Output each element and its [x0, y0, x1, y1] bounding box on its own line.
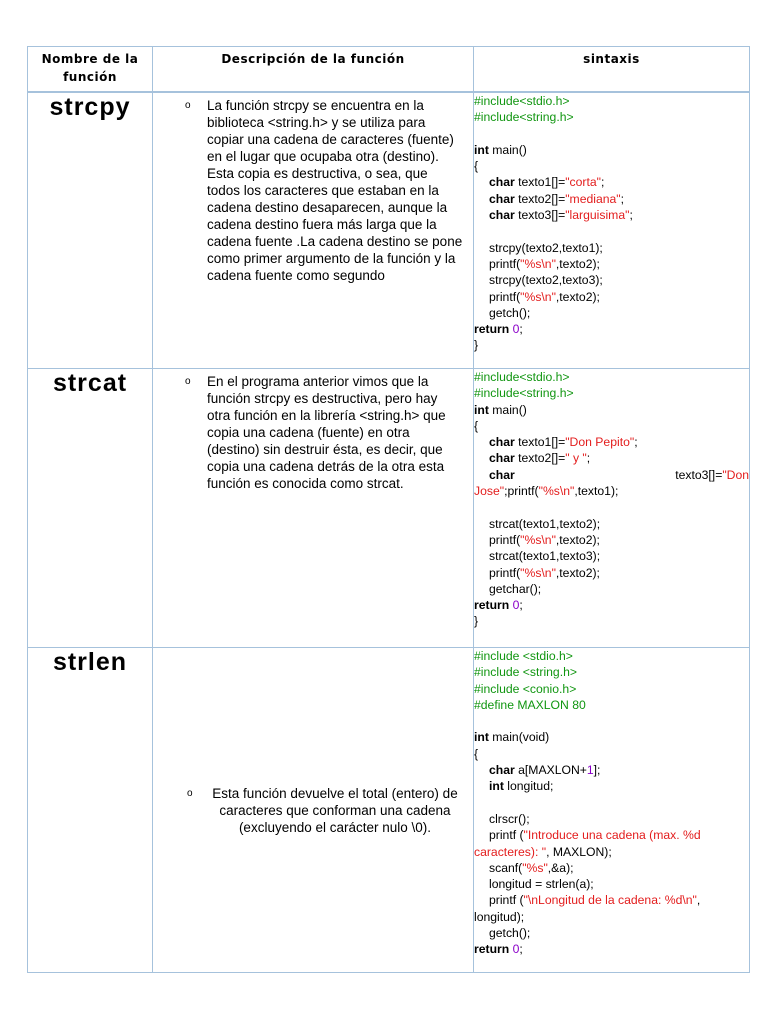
code-line: strcpy(texto2,texto3); [489, 273, 603, 288]
function-name-strcpy: strcpy [28, 92, 153, 369]
code-line: #define MAXLON 80 [474, 697, 586, 712]
code-line: strcat(texto1,texto3); [489, 549, 601, 564]
code-line: int main(void) [474, 730, 550, 745]
code-line: printf ("Introduce una cadena (max. %d caracteres): ", MAXLON); [474, 828, 701, 859]
code-line: { [474, 746, 479, 761]
code-line: char texto1[]="corta"; [489, 175, 605, 190]
header-function-name: Nombre de la función [28, 47, 153, 93]
code-line: int main() [474, 402, 527, 417]
functions-table [27, 46, 750, 973]
code-line: { [474, 418, 479, 433]
code-line: return 0; [474, 322, 523, 337]
code-line: getch(); [489, 926, 531, 941]
description-cell [153, 369, 474, 648]
code-line: scanf("%s",&a); [489, 860, 574, 875]
code-line: char texto3[]="Don [489, 467, 749, 482]
code-line: strcpy(texto2,texto1); [489, 240, 603, 255]
code-line: } [474, 338, 479, 353]
code-line: int longitud; [489, 779, 554, 794]
description-text: Esta función devuelve el total (entero) de caracteres que conforman una cadena (excluyendo el carácter nulo \0). [212, 785, 458, 835]
code-line: longitud = strlen(a); [489, 877, 594, 892]
code-line: printf("%s\n",texto2); [489, 565, 600, 580]
code-line: printf("%s\n",texto2); [489, 532, 600, 547]
code-line: #include <string.h> [474, 665, 577, 680]
code-line: return 0; [474, 598, 523, 613]
syntax-cell [474, 648, 750, 973]
code-line: return 0; [474, 942, 523, 957]
description-cell [153, 648, 474, 973]
bullet-circle-icon: o [185, 376, 191, 387]
table-row [28, 92, 750, 369]
code-line: printf("%s\n",texto2); [489, 256, 600, 271]
table-row [28, 369, 750, 648]
code-line: int main() [474, 142, 527, 157]
code-line: } [474, 614, 479, 629]
description-text: La función strcpy se encuentra en la biblioteca <string.h> y se utiliza para copiar una cadena de caracteres (fuente) en el lugar que ocupaba otra (destino). Esta copia es destructiva, o sea, que todos los caracteres que estaban en la cadena destino desaparecen, aunque la cadena destino fuera más larga que la cadena fuente .La cadena destino se pone como primer argumento de la función y la cadena fuente como segundo [207, 98, 463, 283]
code-line: strcat(texto1,texto2); [489, 516, 601, 531]
syntax-cell [474, 92, 750, 369]
code-line: Jose";printf("%s\n",texto1); [474, 484, 619, 499]
code-line: char texto1[]="Don Pepito"; [489, 435, 638, 450]
code-line: #include<string.h> [474, 110, 574, 125]
function-name-strcat: strcat [28, 369, 153, 648]
code-line: printf ("\nLongitud de la cadena: %d\n", longitud); [474, 893, 701, 924]
code-line: getchar(); [489, 581, 542, 596]
header-row [28, 47, 750, 93]
code-line: clrscr(); [489, 811, 530, 826]
code-line: #include<stdio.h> [474, 370, 570, 384]
code-line: char texto3[]="larguisima"; [489, 208, 633, 223]
header-syntax: sintaxis [474, 47, 750, 93]
code-line: #include<stdio.h> [474, 94, 570, 108]
code-line: #include<string.h> [474, 386, 574, 401]
code-line: char texto2[]="mediana"; [489, 191, 625, 206]
code-line: getch(); [489, 305, 531, 320]
description-text: En el programa anterior vimos que la función strcpy es destructiva, pero hay otra función en la librería <string.h> que copia una cadena (fuente) en otra (destino) sin destruir ésta, es decir, que copia una cadena detrás de la otra esta función es conocida como strcat. [207, 374, 446, 491]
bullet-circle-icon: o [187, 787, 193, 799]
code-line: char texto2[]=" y "; [489, 451, 591, 466]
description-cell [153, 92, 474, 369]
bullet-circle-icon: o [185, 100, 191, 111]
header-function-description: Descripción de la función [153, 47, 474, 93]
code-line: #include <conio.h> [474, 681, 577, 696]
code-line: char a[MAXLON+1]; [489, 763, 601, 778]
syntax-cell [474, 369, 750, 648]
code-line: #include <stdio.h> [474, 649, 573, 663]
function-name-strlen: strlen [28, 648, 153, 973]
table-row [28, 648, 750, 973]
code-line: { [474, 159, 479, 174]
code-line: printf("%s\n",texto2); [489, 289, 600, 304]
